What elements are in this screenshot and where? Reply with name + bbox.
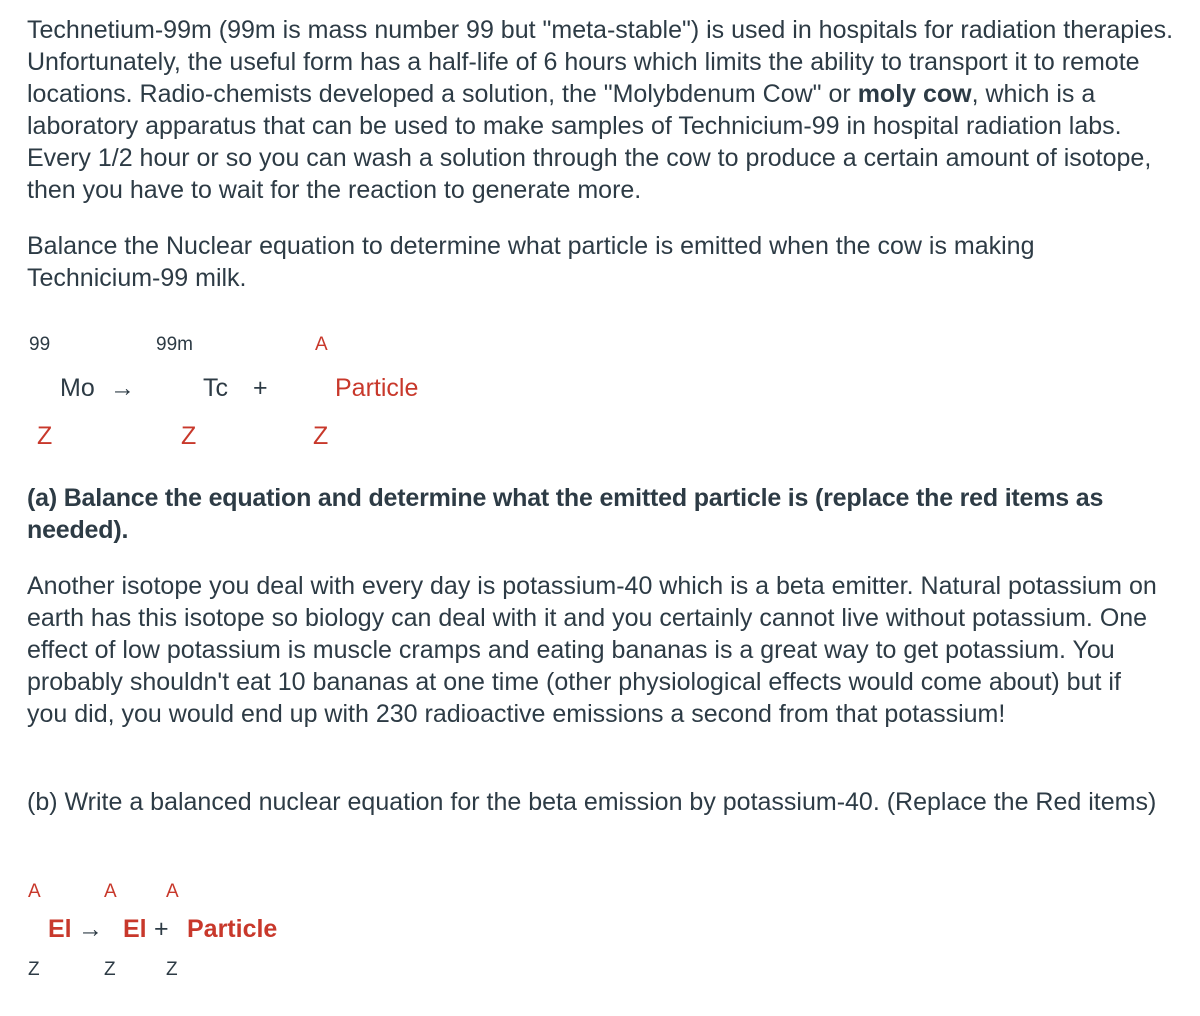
mo-atomic-number: Z (37, 422, 53, 450)
reactant-atomic-number: Z (28, 959, 40, 980)
particle-symbol-2: Particle (187, 915, 278, 943)
moly-cow-term: moly cow (857, 80, 972, 108)
mo-mass-number: 99 (29, 334, 51, 355)
question-a: (a) Balance the equation and determine what the emitted particle is (replace the red items as needed). (27, 484, 1104, 544)
instruction-paragraph: Balance the Nuclear equation to determine what particle is emitted when the cow is making Technicium-99 milk. (27, 232, 1035, 292)
particle-symbol: Particle (335, 374, 419, 402)
intro-paragraph (27, 14, 1187, 206)
particle-mass-number: A (315, 334, 328, 355)
tc-symbol: Tc (203, 374, 228, 402)
intro-text-2: , which is a laboratory apparatus that can be used to make samples of Technicium-99 in hospital radiation labs. Every 1/2 hour or so you can wash a solution through the cow to produce a certain amount of isotope, then you have to wait for the reaction to generate more. (27, 80, 1152, 204)
particle-atomic-number-2: Z (166, 959, 178, 980)
intro-text-1: Technetium-99m (99m is mass number 99 but "meta-stable") is used in hospitals for radiation therapies. Unfortunately, the useful form has a half-life of 6 hours which limits the ability to transport it to remote locations. Radio-chemists developed a solution, the "Molybdenum Cow" or (27, 16, 1174, 108)
reactant-element: El (48, 915, 72, 943)
mo-symbol: Mo (60, 374, 95, 402)
plus-2: + (154, 915, 169, 943)
product-mass-number: A (104, 881, 117, 902)
tc-atomic-number: Z (181, 422, 197, 450)
product-element: El (123, 915, 147, 943)
tc-mass-number: 99m (156, 334, 193, 355)
particle-atomic-number: Z (313, 422, 329, 450)
plus-1: + (253, 374, 268, 402)
potassium-paragraph: Another isotope you deal with every day is potassium-40 which is a beta emitter. Natural potassium on earth has this isotope so biology can deal with it and you certainly cannot live without potassium. One effect of low potassium is muscle cramps and eating bananas is a great way to get potassium. You probably shouldn't eat 10 bananas at one time (other physiological effects would come about) but if you did, you would end up with 230 radioactive emissions a second from that potassium! (27, 572, 1157, 728)
arrow-1: → (110, 374, 135, 402)
arrow-2: → (78, 915, 103, 943)
particle-mass-number-2: A (166, 881, 179, 902)
product-atomic-number: Z (104, 959, 116, 980)
question-b: (b) Write a balanced nuclear equation for the beta emission by potassium-40. (Replace the Red items) (27, 788, 1157, 816)
reactant-mass-number: A (28, 881, 41, 902)
